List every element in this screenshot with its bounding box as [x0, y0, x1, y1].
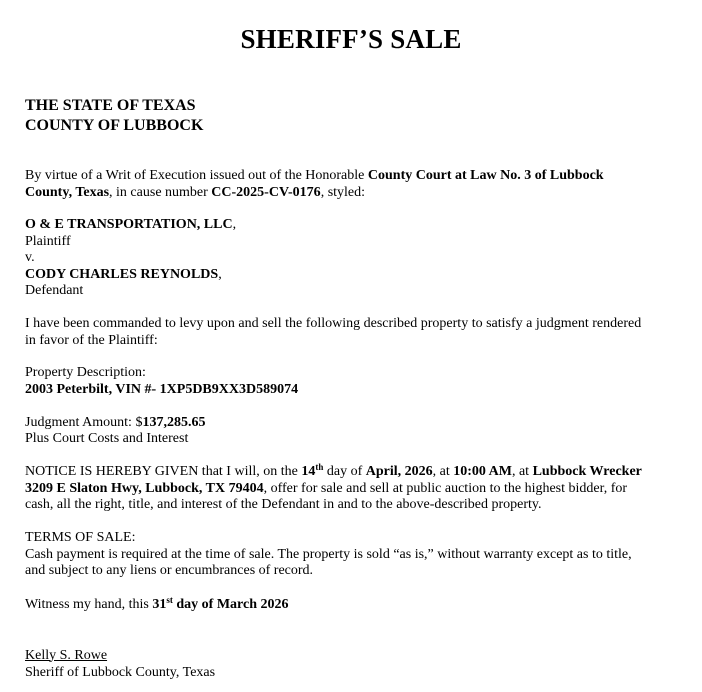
defendant-name: CODY CHARLES REYNOLDS — [25, 266, 219, 282]
plaintiff-line — [25, 217, 685, 234]
judgment-currency: $ — [135, 414, 143, 430]
sale-location-name: Lubbock Wrecker — [532, 464, 642, 479]
court-name-part-1: County Court at Law No. 3 of Lubbock — [367, 168, 604, 183]
state-heading: THE STATE OF TEXAS — [25, 97, 196, 114]
plaintiff-comma: , — [232, 217, 237, 232]
notice-line-1 — [25, 464, 685, 481]
sale-time: 10:00 AM — [453, 464, 512, 479]
court-name-part-2: County, Texas — [25, 184, 110, 200]
county-heading: COUNTY OF LUBBOCK — [25, 117, 204, 134]
writ-post: , styled: — [320, 184, 366, 200]
judgment-amount: 137,285.65 — [142, 414, 206, 430]
judgment-label: Judgment Amount: — [25, 414, 136, 430]
terms-label: TERMS OF SALE: — [25, 530, 136, 545]
witness-intro: Witness my hand, this — [25, 596, 153, 612]
notice-line-3: cash, all the right, title, and interest of the Defendant in and to the above-described property. — [25, 497, 542, 512]
notice-mid-2: , at — [432, 464, 454, 479]
signature-name: Kelly S. Rowe — [25, 647, 108, 663]
terms-line-1: Cash payment is required at the time of sale. The property is sold “as is,” without warranty except as to title, — [25, 546, 632, 562]
sale-day-suffix: th — [315, 462, 324, 472]
writ-intro: By virtue of a Writ of Execution issued out of the Honorable — [25, 168, 368, 183]
witness-day-suffix: st — [166, 594, 173, 605]
property-description: 2003 Peterbilt, VIN #- 1XP5DB9XX3D589074 — [25, 381, 299, 397]
notice-mid-1: day of — [323, 464, 366, 479]
sale-address: 3209 E Slaton Hwy, Lubbock, TX 79404 — [25, 480, 264, 496]
versus: v. — [25, 250, 35, 265]
judgment-line — [25, 415, 685, 432]
court-costs: Plus Court Costs and Interest — [25, 431, 189, 446]
terms-line-2: and subject to any liens or encumbrances of record. — [25, 563, 314, 578]
document-title: SHERIFF’S SALE — [240, 24, 462, 54]
witness-day: 31 — [152, 596, 167, 612]
plaintiff-name: O & E TRANSPORTATION, LLC — [25, 217, 233, 232]
command-line-2: in favor of the Plaintiff: — [25, 332, 158, 348]
plaintiff-role: Plaintiff — [25, 233, 71, 249]
sale-day: 14 — [301, 464, 316, 479]
writ-line-2 — [25, 185, 685, 202]
property-description-line — [25, 382, 685, 399]
signature-title: Sheriff of Lubbock County, Texas — [25, 664, 216, 680]
property-label: Property Description: — [25, 365, 146, 380]
writ-line-1 — [25, 168, 685, 185]
writ-mid: , in cause number — [109, 184, 212, 200]
notice-mid-3: , at — [511, 464, 533, 479]
command-line-1: I have been commanded to levy upon and sell the following described property to satisfy a judgment rendered — [25, 316, 642, 331]
witness-line — [25, 594, 685, 614]
sale-month-year: April, 2026 — [365, 464, 433, 479]
notice-line-2-rest: , offer for sale and sell at public auction to the highest bidder, for — [263, 480, 628, 496]
notice-line-2 — [25, 481, 685, 498]
notice-intro: NOTICE IS HEREBY GIVEN that I will, on the — [25, 464, 302, 479]
defendant-line — [25, 267, 685, 284]
cause-number: CC-2025-CV-0176 — [211, 184, 321, 200]
witness-date-rest: day of March 2026 — [172, 596, 289, 612]
defendant-comma: , — [218, 266, 222, 282]
defendant-role: Defendant — [25, 283, 84, 298]
